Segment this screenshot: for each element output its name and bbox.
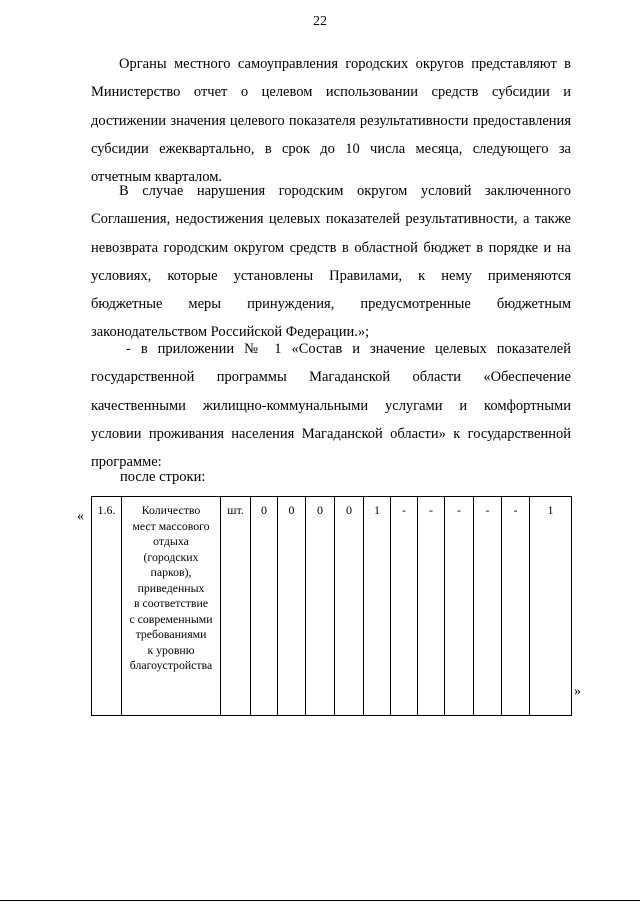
indicator-name-line: благоустройства [129, 658, 213, 672]
indicator-name-line: парков), [150, 565, 192, 579]
value-cell: 1 [530, 497, 572, 716]
value-cell: - [418, 497, 445, 716]
value-cell: - [445, 497, 474, 716]
value-cell: 0 [335, 497, 364, 716]
page-number: 22 [313, 14, 327, 29]
value-cell: 1 [364, 497, 391, 716]
indicator-name-line: приведенных [137, 580, 205, 595]
row-number-cell: 1.6. [92, 497, 122, 716]
indicator-name-line: требованиями [135, 627, 207, 641]
value-cell: 0 [306, 497, 335, 716]
value-cell: - [502, 497, 530, 716]
table-row [92, 497, 572, 716]
closing-quote: » [574, 684, 581, 699]
value-cell: - [391, 497, 418, 716]
after-row-label: после строки: [120, 469, 206, 485]
indicator-name-cell [122, 497, 221, 716]
value-cell: - [474, 497, 502, 716]
value-cell: 0 [278, 497, 306, 716]
indicator-name-line: (городских [143, 549, 199, 564]
unit-cell: шт. [221, 497, 251, 716]
opening-quote: « [77, 509, 84, 524]
paragraph-report-submission: Органы местного самоуправления городских округов представляют в Министерство отчет о целевом использовании средств субсидии и достижении значения целевого показателя результативности предоставления субсидии ежеквартально, в срок до 10 числа месяца, следующего за отчетным кварталом. [91, 56, 571, 186]
indicator-table [91, 496, 572, 716]
page-bottom-divider [0, 900, 640, 901]
indicator-name-line: мест массового [132, 518, 210, 533]
paragraph-appendix-amendment: - в приложении № 1 «Состав и значение целевых показателей государственной программы Магаданской области «Обеспечение качественными жилищно-коммунальными услугами и комфортными условии проживания населения Магаданской области» к государственной программе: [91, 341, 571, 471]
indicator-name-line: отдыха [153, 534, 189, 548]
indicator-name-line: с современными [129, 611, 213, 626]
indicator-name-line: к уровню [147, 642, 195, 657]
paragraph-violation-measures: В случае нарушения городским округом условий заключенного Соглашения, недостижения целевых показателей результативности, а также невозврата городским округом средств в областной бюджет в порядке и на условиях, которые установлены Правилами, к нему применяются бюджетные меры принуждения, предусмотренные бюджетным законодательством Российской Федерации.»; [91, 183, 571, 341]
indicator-name-line: в соответствие [133, 596, 209, 610]
indicator-name-line: Количество [141, 503, 201, 517]
value-cell: 0 [251, 497, 278, 716]
